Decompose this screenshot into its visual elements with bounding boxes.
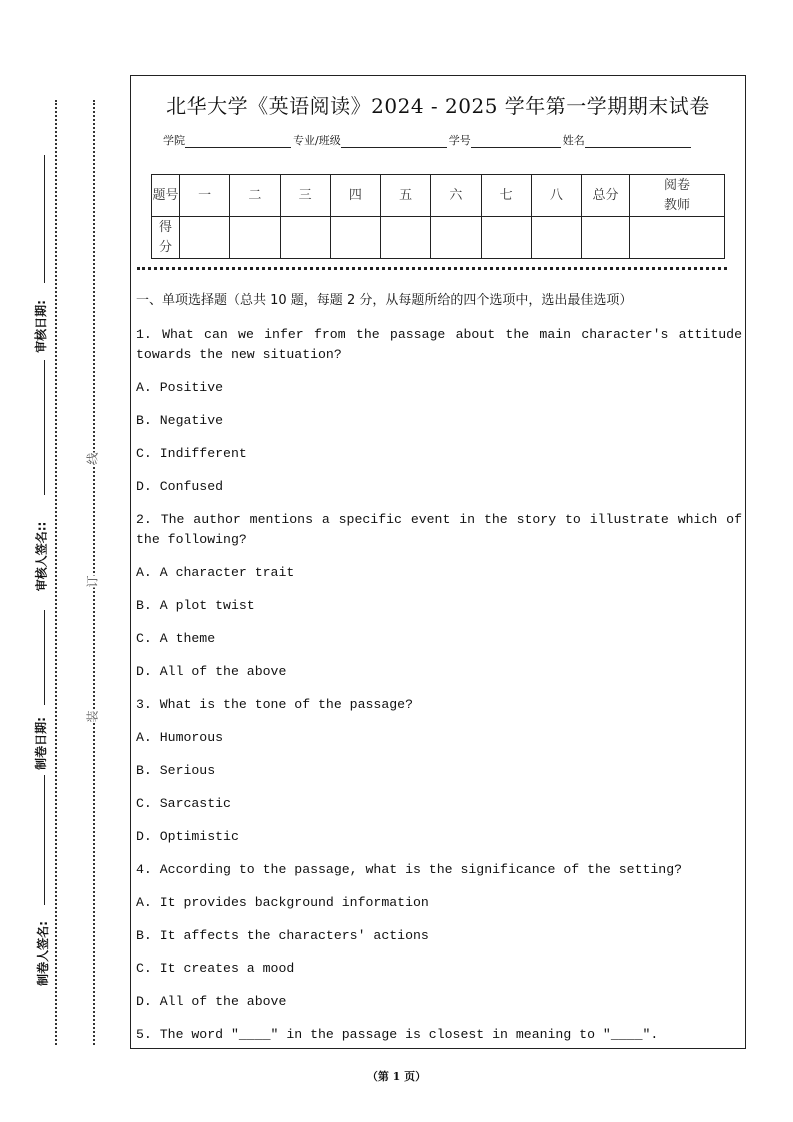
col-4: 四 [330,175,380,217]
question: 1. What can we infer from the passage about the main character's attitude towards the new situation? [136,327,742,362]
question: 5. The word "____" in the passage is closest in meaning to "____". [136,1027,659,1042]
bind-mark-ding: 订 [85,575,100,588]
major-label: 专业/班级 [293,134,341,147]
option: C. Indifferent [136,446,247,461]
option: B. A plot twist [136,598,255,613]
maker-sign-label: 制卷人签名: [35,921,50,986]
score-label: 得分 [152,217,180,259]
col-2: 二 [230,175,280,217]
score-cell[interactable] [582,217,630,259]
bind-mark-zhuang: 装 [85,710,100,723]
col-1: 一 [180,175,230,217]
score-cell[interactable] [431,217,481,259]
page-number: （第 1 页） [366,1070,427,1083]
review-date-label: 审核日期: [33,300,48,353]
option: D. Optimistic [136,829,239,844]
student-id-field[interactable] [471,136,561,148]
score-row [152,217,725,259]
reviewer-sign-line [44,360,45,495]
binding-dotted-line [93,100,95,1045]
score-cell[interactable] [630,217,725,259]
col-8: 八 [531,175,581,217]
question: 3. What is the tone of the passage? [136,697,413,712]
college-label: 学院 [163,134,185,147]
col-7: 七 [481,175,531,217]
section-divider [137,267,727,270]
major-field[interactable] [341,136,447,148]
score-cell[interactable] [381,217,431,259]
option: D. Confused [136,479,224,494]
maker-date-label: 制卷日期: [33,717,48,770]
option: D. All of the above [136,994,287,1009]
score-cell[interactable] [330,217,380,259]
section-heading: 一、单项选择题（总共 10 题，每题 2 分，从每题所给的四个选项中，选出最佳选项） [136,293,633,308]
option: B. Serious [136,763,216,778]
name-field[interactable] [585,136,691,148]
score-table [151,174,725,259]
option: C. A theme [136,631,216,646]
option: A. Humorous [136,730,224,745]
college-field[interactable] [185,136,291,148]
option: A. Positive [136,380,224,395]
option: A. It provides background information [136,895,429,910]
col-total: 总分 [582,175,630,217]
question-body [136,291,742,1058]
col-5: 五 [381,175,431,217]
option: D. All of the above [136,664,287,679]
col-3: 三 [280,175,330,217]
score-cell[interactable] [531,217,581,259]
question: 4. According to the passage, what is the significance of the setting? [136,862,683,877]
score-cell[interactable] [230,217,280,259]
header-label: 题号 [152,175,180,217]
exam-frame [130,75,746,1049]
col-grader: 阅卷教师 [630,175,725,217]
maker-sign-line [44,775,45,905]
score-cell[interactable] [280,217,330,259]
review-date-line [44,155,45,283]
margin-dotted-line [55,100,57,1045]
col-6: 六 [431,175,481,217]
name-label: 姓名 [562,134,585,147]
maker-date-line [44,610,45,705]
option: B. It affects the characters' actions [136,928,429,943]
exam-title: 北华大学《英语阅读》2024 - 2025 学年第一学期期末试卷 [166,94,710,118]
bind-mark-xian: 线 [85,452,100,465]
option: A. A character trait [136,565,295,580]
question: 2. The author mentions a specific event in the story to illustrate which of the following? [136,512,742,547]
student-info [163,132,693,148]
student-id-label: 学号 [448,134,471,147]
option: C. It creates a mood [136,961,295,976]
score-cell[interactable] [481,217,531,259]
score-header-row [152,175,725,217]
option: C. Sarcastic [136,796,231,811]
reviewer-sign-label: 审核人签名:: [34,521,49,592]
option: B. Negative [136,413,224,428]
score-cell[interactable] [180,217,230,259]
